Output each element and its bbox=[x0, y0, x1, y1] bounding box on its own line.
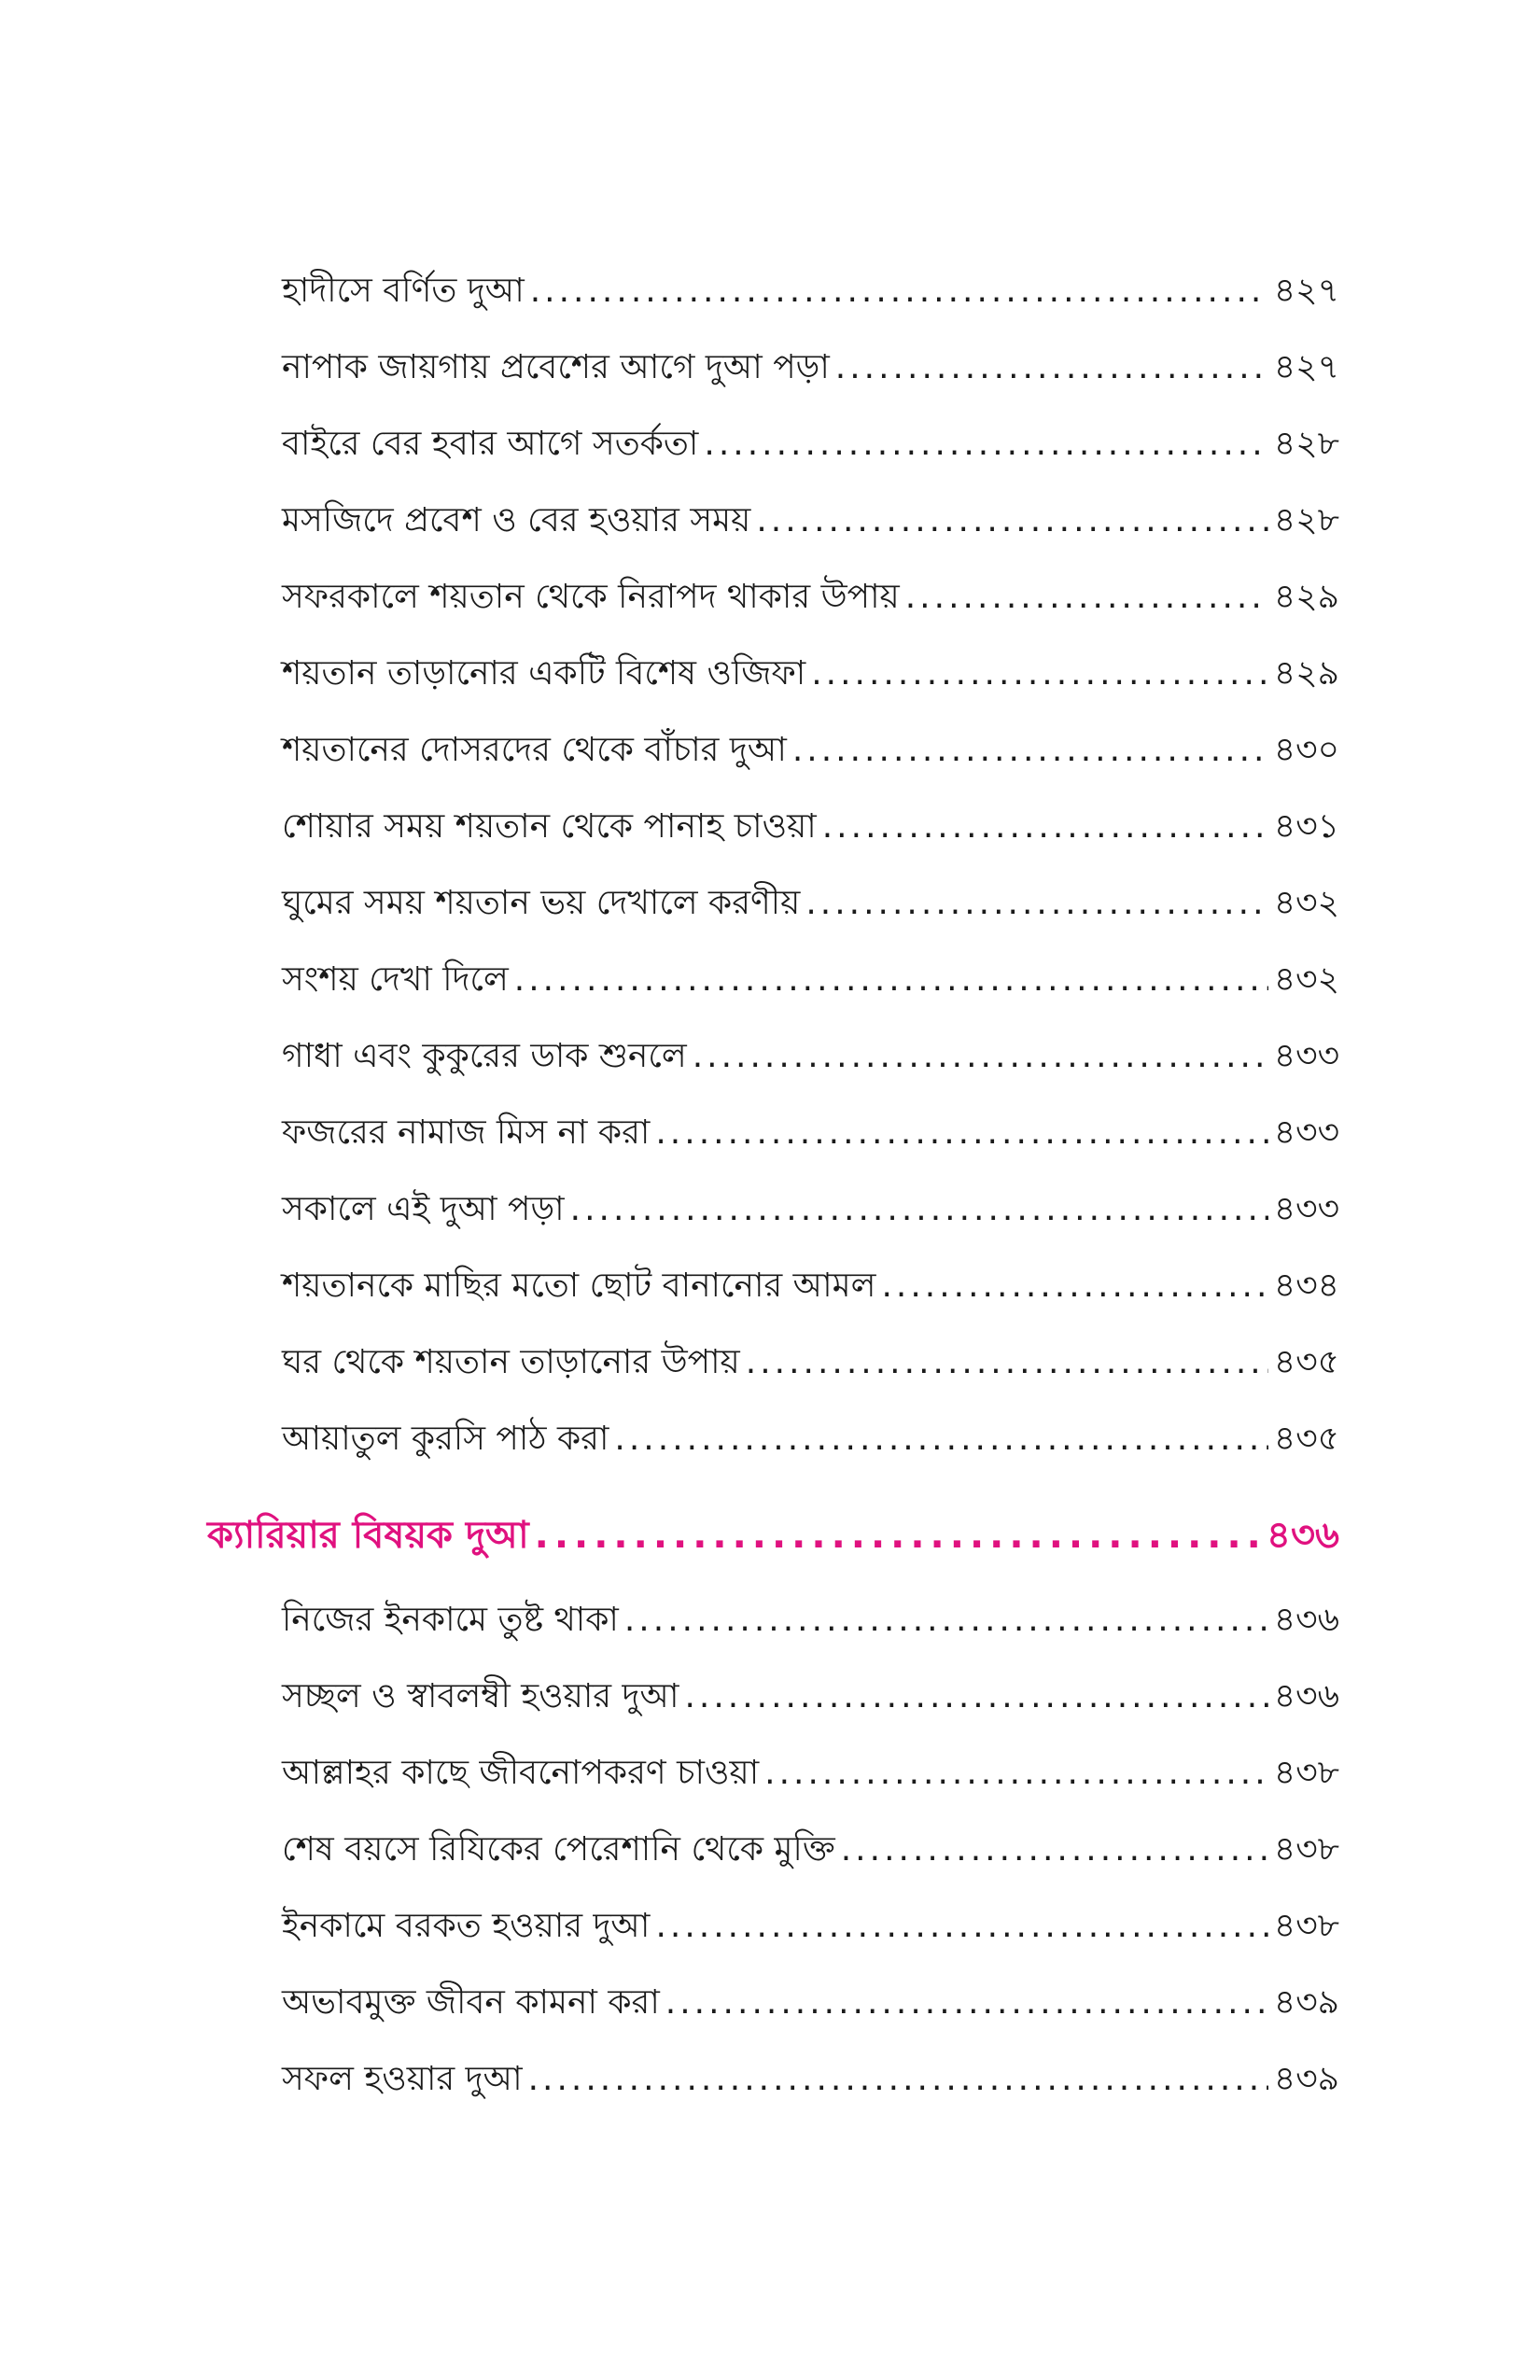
toc-entry[interactable] bbox=[282, 653, 1339, 694]
dot-leader bbox=[881, 1266, 1267, 1307]
toc-entry-page: ৪৩১ bbox=[1273, 807, 1339, 846]
dot-leader bbox=[704, 424, 1267, 465]
toc-entry[interactable] bbox=[282, 424, 1339, 465]
toc-entry-title: সংশয় দেখা দিলে bbox=[282, 960, 509, 999]
dot-leader bbox=[614, 1419, 1267, 1460]
dot-leader bbox=[684, 1676, 1267, 1717]
toc-entry-page: ৪৩৩ bbox=[1273, 1113, 1339, 1152]
toc-entry-title: ফজরের নামাজ মিস না করা bbox=[282, 1113, 651, 1152]
toc-entry-page: ৪৩০ bbox=[1273, 731, 1339, 769]
toc-entry-title: শয়তানকে মাছির মতো ছোট বানানোর আমল bbox=[282, 1267, 876, 1305]
toc-entry[interactable] bbox=[282, 347, 1339, 388]
dot-leader bbox=[665, 1982, 1268, 2023]
toc-entry-title: ইনকামে বরকত হওয়ার দুআ bbox=[282, 1907, 651, 1945]
toc-entry[interactable] bbox=[282, 883, 1339, 924]
toc-entry[interactable] bbox=[282, 730, 1339, 771]
toc-entry-title: শয়তান তাড়ানোর একটি বিশেষ ওজিফা bbox=[282, 654, 806, 693]
toc-entry-page: ৪৩৩ bbox=[1273, 1037, 1339, 1075]
toc-entry-page: ৪৩৮ bbox=[1273, 1907, 1339, 1945]
dot-leader bbox=[570, 1189, 1268, 1230]
dot-leader bbox=[805, 883, 1267, 924]
toc-entry-page: ৪২৯ bbox=[1273, 578, 1339, 616]
toc-entry-title: আয়াতুল কুরসি পাঠ করা bbox=[282, 1420, 609, 1458]
dot-leader bbox=[535, 1512, 1261, 1559]
toc-entry[interactable] bbox=[282, 500, 1339, 541]
toc-entry-title: হাদীসে বর্ণিত দুআ bbox=[282, 272, 525, 310]
toc-entry-page: ৪৩৮ bbox=[1273, 1830, 1339, 1869]
dot-leader bbox=[764, 1753, 1268, 1794]
dot-leader bbox=[835, 347, 1268, 388]
toc-section-heading[interactable] bbox=[207, 1512, 1339, 1559]
toc-entry[interactable] bbox=[282, 1036, 1339, 1077]
toc-entry[interactable] bbox=[282, 271, 1339, 312]
dot-leader bbox=[841, 1829, 1268, 1870]
toc-entry-page: ৪৩২ bbox=[1273, 884, 1339, 922]
toc-entry-page: ৪৩৮ bbox=[1273, 1754, 1339, 1792]
toc-entry-page: ৪৩৪ bbox=[1273, 1267, 1339, 1305]
toc-entry-page: ৪৩৯ bbox=[1273, 1983, 1339, 2022]
toc-entry-page: ৪৩৩ bbox=[1273, 1190, 1339, 1228]
toc-entry-title: অভাবমুক্ত জীবন কামনা করা bbox=[282, 1983, 660, 2022]
toc-entry-title: নাপাক জায়গায় প্রবেশের আগে দুআ পড়া bbox=[282, 348, 830, 386]
section-title: ক্যারিয়ার বিষয়ক দুআ bbox=[207, 1514, 529, 1557]
toc-entry-title: ঘর থেকে শয়তান তাড়ানোর উপায় bbox=[282, 1343, 740, 1381]
toc-entry[interactable] bbox=[282, 1982, 1339, 2023]
toc-entry-title: মসজিদে প্রবেশ ও বের হওয়ার সময় bbox=[282, 501, 751, 539]
dot-leader bbox=[756, 500, 1268, 541]
toc-entry[interactable] bbox=[282, 959, 1339, 1001]
toc-entry-page: ৪২৭ bbox=[1273, 348, 1339, 386]
toc-entry-title: সকালে এই দুআ পড়া bbox=[282, 1190, 565, 1228]
toc-entry-page: ৪৩৯ bbox=[1273, 2060, 1339, 2098]
toc-entry[interactable] bbox=[282, 806, 1339, 847]
toc-entry-title: আল্লাহর কাছে জীবনোপকরণ চাওয়া bbox=[282, 1754, 760, 1792]
dot-leader bbox=[514, 959, 1268, 1001]
toc-entry-page: ৪২৭ bbox=[1273, 272, 1339, 310]
dot-leader bbox=[792, 730, 1268, 771]
toc-entry-page: ৪৩২ bbox=[1273, 960, 1339, 999]
dot-leader bbox=[905, 577, 1268, 618]
toc-entry-page: ৪৩৬ bbox=[1273, 1601, 1339, 1639]
dot-leader bbox=[530, 271, 1268, 312]
dot-leader bbox=[528, 2059, 1268, 2100]
section-page: ৪৩৬ bbox=[1267, 1514, 1339, 1557]
toc-entry[interactable] bbox=[282, 1906, 1339, 1947]
toc-entry-page: ৪২৮ bbox=[1273, 425, 1339, 463]
dot-leader bbox=[693, 1036, 1268, 1077]
toc-entry[interactable] bbox=[282, 1419, 1339, 1460]
toc-entry-title: সচ্ছল ও স্বাবলম্বী হওয়ার দুআ bbox=[282, 1677, 679, 1715]
toc-entry-page: ৪৩৫ bbox=[1273, 1420, 1339, 1458]
dot-leader bbox=[811, 653, 1268, 694]
toc-entry-title: ঘুমের সময় শয়তান ভয় দেখালে করণীয় bbox=[282, 884, 801, 922]
dot-leader bbox=[746, 1342, 1268, 1383]
toc-entry-title: শেষ বয়সে রিযিকের পেরেশানি থেকে মুক্তি bbox=[282, 1830, 835, 1869]
toc-entry-title: বাইরে বের হবার আগে সতর্কতা bbox=[282, 425, 699, 463]
toc-entry[interactable] bbox=[282, 577, 1339, 618]
toc-entry-title: শয়তানের দোসরদের থেকে বাঁচার দুআ bbox=[282, 731, 787, 769]
dot-leader bbox=[655, 1113, 1267, 1154]
toc-entry[interactable] bbox=[282, 2059, 1339, 2100]
toc-entry-page: ৪২৮ bbox=[1273, 501, 1339, 539]
dot-leader bbox=[655, 1906, 1267, 1947]
toc-entry-title: সফল হওয়ার দুআ bbox=[282, 2060, 523, 2098]
toc-entry[interactable] bbox=[282, 1753, 1339, 1794]
toc-entry[interactable] bbox=[282, 1113, 1339, 1154]
toc-entry[interactable] bbox=[282, 1600, 1339, 1641]
toc-entry-page: ৪২৯ bbox=[1273, 654, 1339, 693]
toc-entry[interactable] bbox=[282, 1189, 1339, 1230]
toc-entry[interactable] bbox=[282, 1342, 1339, 1383]
dot-leader bbox=[822, 806, 1268, 847]
toc-entry-title: গাধা এবং কুকুরের ডাক শুনলে bbox=[282, 1037, 687, 1075]
toc-entry[interactable] bbox=[282, 1266, 1339, 1307]
dot-leader bbox=[624, 1600, 1268, 1641]
toc-entry-page: ৪৩৬ bbox=[1273, 1677, 1339, 1715]
toc-entry-title: শোয়ার সময় শয়তান থেকে পানাহ চাওয়া bbox=[282, 807, 817, 846]
toc-entry-title: নিজের ইনকামে তুষ্ট থাকা bbox=[282, 1601, 619, 1639]
toc-entry[interactable] bbox=[282, 1829, 1339, 1870]
toc-entry-page: ৪৩৫ bbox=[1273, 1343, 1339, 1381]
toc-entry[interactable] bbox=[282, 1676, 1339, 1717]
toc-entry-title: সফরকালে শয়তান থেকে নিরাপদ থাকার উপায় bbox=[282, 578, 900, 616]
